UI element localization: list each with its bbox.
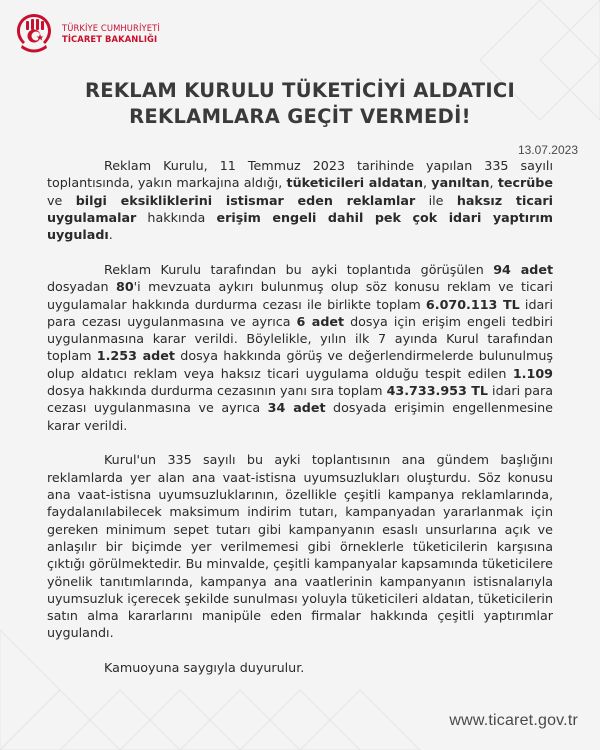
text-run: Reklam Kurulu tarafından bu ayki toplantıda görüşülen	[104, 261, 494, 277]
bold-text-run: 6 adet	[296, 313, 345, 329]
text-run: Kurul'un 335 sayılı bu ayki toplantısının ana gündem başlığını reklamlarda yer alan ana vaat-istisna uyumsuzlukları oluşturdu. Söz konusu ana vaat-istisna uyumsuzluklarının, özellikle çeşitli kampanya reklamlarında, faydalanılabilecek maksimum indirim tutarı, kampanyadan yararlanmak için gereken minimum sepet tutarı gibi kampanyanın esaslı unsurlarına açık ve anlaşılır bir biçimde yer verilmemesi gibi örneklerle tüketicilerin karşısına çıktığı görülmektedir. Bu minvalde, çeşitli kampanyalar kapsamında tüketicilere yönelik tanıtımlarında, kampanya ana vaatlerinin kampanyanın istisnalarıyla uyumsuzluk içerecek şekilde sunulması yoluyla tüketicileri aldatan, tüketicilerin satın alma kararlarını manipüle eden firmalar hakkında çeşitli yaptırımlar uygulandı.	[47, 452, 553, 641]
bold-text-run: tüketicileri aldatan	[286, 175, 423, 191]
text-run: ,	[423, 175, 432, 191]
paragraph-2	[47, 261, 553, 434]
bold-text-run: yanıltan	[431, 175, 490, 191]
text-run: dosyada erişimin engellenmesine karar verildi.	[47, 400, 553, 433]
paragraph-3	[47, 451, 553, 641]
ministry-logo	[12, 12, 160, 56]
date: 13.07.2023	[517, 143, 578, 157]
bold-text-run: bilgi eksikliklerini istismar eden reklamlar	[75, 192, 416, 208]
text-run: dosya hakkında durdurma cezasının yanı sıra toplam	[47, 383, 387, 399]
bold-text-run: 80	[116, 279, 134, 295]
bold-text-run: tecrübe	[497, 175, 553, 191]
ministry-emblem-icon	[12, 12, 56, 56]
text-run: ile	[415, 192, 457, 208]
text-run: idari para cezası uygulanmasına ve ayrıca	[47, 296, 554, 329]
logo-line-2: TİCARET BAKANLIĞI	[62, 34, 158, 44]
website-url: www.ticaret.gov.tr	[449, 712, 578, 729]
logo-line-1: TÜRKİYE CUMHURİYETİ	[62, 23, 160, 33]
bold-text-run: 1.109	[512, 365, 553, 381]
bold-text-run: 43.733.953 TL	[386, 383, 489, 399]
closing-line: Kamuoyuna saygıyla duyurulur.	[104, 660, 305, 676]
text-run: 'i mevzuata aykırı bulunmuş olup söz konusu reklam ve ticari uygulamalar hakkında durdurma cezası ile birlikte toplam	[47, 279, 553, 312]
title-line-2: REKLAMLARA GEÇİT VERMEDİ!	[129, 105, 471, 128]
text-run: dosya için erişim engeli tedbiri uygulanmasına karar verildi. Böylelikle, yılın ilk 7 ayında Kurul tarafından toplam	[47, 313, 553, 364]
paragraph-1	[47, 157, 553, 243]
bold-text-run: erişim engeli dahil pek çok idari yaptırım uyguladı	[47, 209, 553, 243]
text-run: .	[108, 227, 113, 243]
text-run: ,	[489, 175, 498, 191]
text-run: hakkında	[136, 209, 217, 225]
text-run: Reklam Kurulu, 11 Temmuz 2023 tarihinde yapılan 335 sayılı toplantısında, yakın markajına aldığı,	[47, 158, 553, 191]
text-run: ve	[47, 192, 76, 208]
bold-text-run: 94 adet	[493, 261, 554, 277]
bold-text-run: 34 adet	[267, 400, 326, 416]
bold-text-run: 6.070.113 TL	[425, 296, 520, 312]
page-title	[40, 78, 560, 130]
text-run: dosya hakkında görüş ve değerlendirmelerde bulunulmuş olup aldatıcı reklam veya haksız ticari uygulama olduğu tespit edilen	[47, 348, 553, 381]
bold-text-run: 1.253 adet	[96, 348, 175, 364]
bold-text-run: haksız ticari uygulamalar	[47, 192, 554, 225]
text-run: idari para cezası uygulanmasına ve ayrıca	[47, 383, 554, 416]
article-body	[47, 157, 553, 694]
title-line-1: REKLAM KURULU TÜKETİCİYİ ALDATICI	[84, 79, 516, 102]
text-run: dosyadan	[47, 279, 117, 295]
